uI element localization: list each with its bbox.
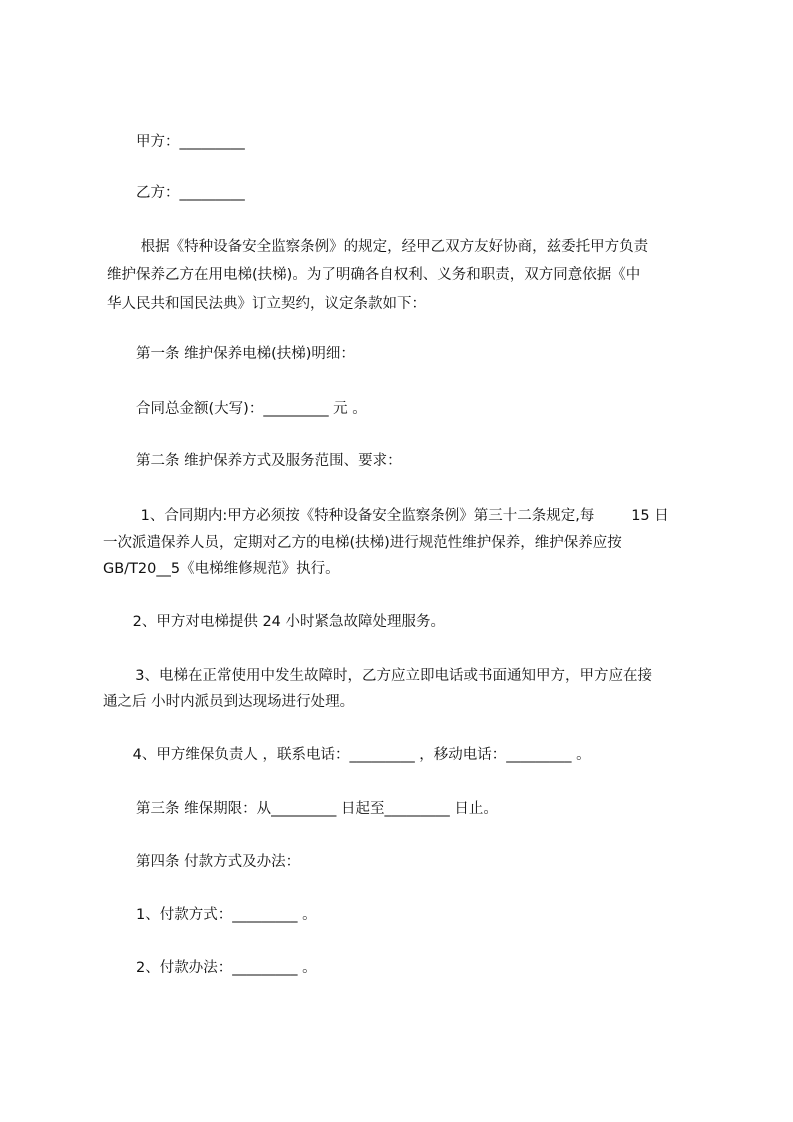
clause-2-3-line-1: 3、电梯在正常使用中发生故障时，乙方应立即电话或书面通知甲方，甲方应在接 xyxy=(126,668,652,684)
total-amount-line: 合同总金额(大写)：_________ 元 。 xyxy=(136,401,367,417)
preamble-line-3: 华人民共和国民法典》订立契约，议定条款如下： xyxy=(107,296,426,312)
preamble-line-2: 维护保养乙方在用电梯(扶梯)。为了明确各自权利、义务和职责，双方同意依据《中 xyxy=(107,267,641,283)
clause-2-4: 4、甲方维保负责人 ，联系电话：_________ ，移动电话：_________ 。 xyxy=(128,747,591,763)
clause-2-1-line-2: 一次派遣保养人员，定期对乙方的电梯(扶梯)进行规范性维护保养，维护保养应按 xyxy=(103,535,622,551)
clause-2-3-line-2: 通之后 小时内派员到达现场进行处理。 xyxy=(103,694,355,710)
article-3-term: 第三条 维保期限：从_________ 日起至_________ 日止。 xyxy=(136,801,498,817)
payment-method-line: 1、付款方式：_________ 。 xyxy=(136,907,317,923)
clause-2-1-line-3: GB/T20__5《电梯维修规范》执行。 xyxy=(103,561,340,577)
clause-2-1-line-1: 1、合同期内:甲方必须按《特种设备安全监察条例》第三十二条规定,每 15 日 xyxy=(136,508,669,524)
clause-2-2: 2、甲方对电梯提供 24 小时紧急故障处理服务。 xyxy=(128,614,446,630)
article-4-heading: 第四条 付款方式及办法： xyxy=(136,854,301,870)
article-2-heading: 第二条 维护保养方式及服务范围、要求： xyxy=(136,453,402,469)
party-a-line: 甲方：_________ xyxy=(136,134,245,150)
article-1-heading: 第一条 维护保养电梯(扶梯)明细： xyxy=(136,346,355,362)
preamble-line-1: 根据《特种设备安全监察条例》的规定，经甲乙双方友好协商，兹委托甲方负责 xyxy=(136,239,649,255)
party-b-line: 乙方：_________ xyxy=(136,185,245,201)
payment-terms-line: 2、付款办法：_________ 。 xyxy=(136,960,317,976)
